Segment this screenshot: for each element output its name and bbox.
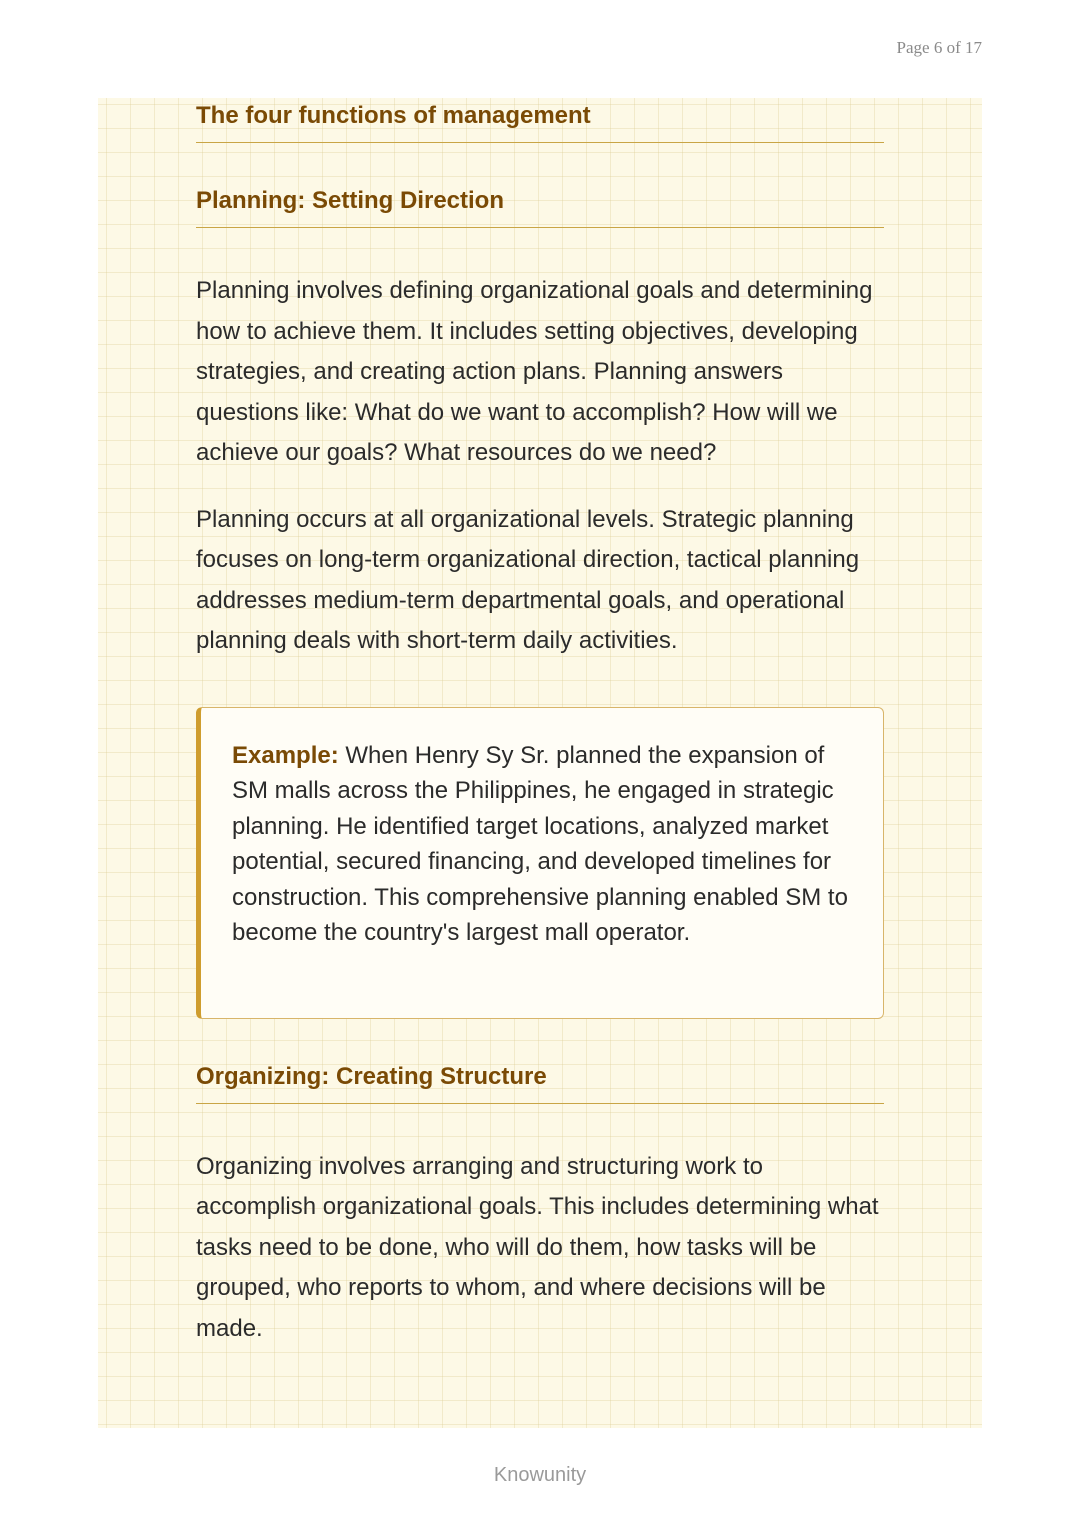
page-number: Page 6 of 17 <box>896 38 982 57</box>
planning-paragraph-2: Planning occurs at all organizational levels. Strategic planning focuses on long-term organizational direction, tactical planning addresses medium-term departmental goals, and operational planning deals with short-term daily activities. <box>196 505 860 654</box>
main-title: The four functions of management <box>196 98 884 143</box>
example-callout-text <box>232 738 849 951</box>
section-heading-planning: Planning: Setting Direction <box>196 184 884 228</box>
example-label: Example: <box>232 741 339 769</box>
example-callout <box>196 707 884 1019</box>
section-heading-organizing: Organizing: Creating Structure <box>196 1060 884 1104</box>
document-content <box>196 98 884 1349</box>
grid-paper-sheet <box>98 98 982 1428</box>
example-body: When Henry Sy Sr. planned the expansion of SM malls across the Philippines, he engaged in strategic planning. He identified target locations, analyzed market potential, secured financing, and developed timelines for construction. This comprehensive planning enabled SM to become the country's largest mall operator. <box>232 741 848 946</box>
organizing-paragraph-1: Organizing involves arranging and structuring work to accomplish organizational goals. This includes determining what tasks need to be done, who will do them, how tasks will be grouped, who reports to whom, and where decisions will be made. <box>196 1152 879 1342</box>
footer-brand: Knowunity <box>493 1464 587 1486</box>
planning-paragraph-1: Planning involves defining organizational goals and determining how to achieve them. It includes setting objectives, developing strategies, and creating action plans. Planning answers questions like: What do we want to accomplish? How will we achieve our goals? What resources do we need? <box>196 277 873 466</box>
